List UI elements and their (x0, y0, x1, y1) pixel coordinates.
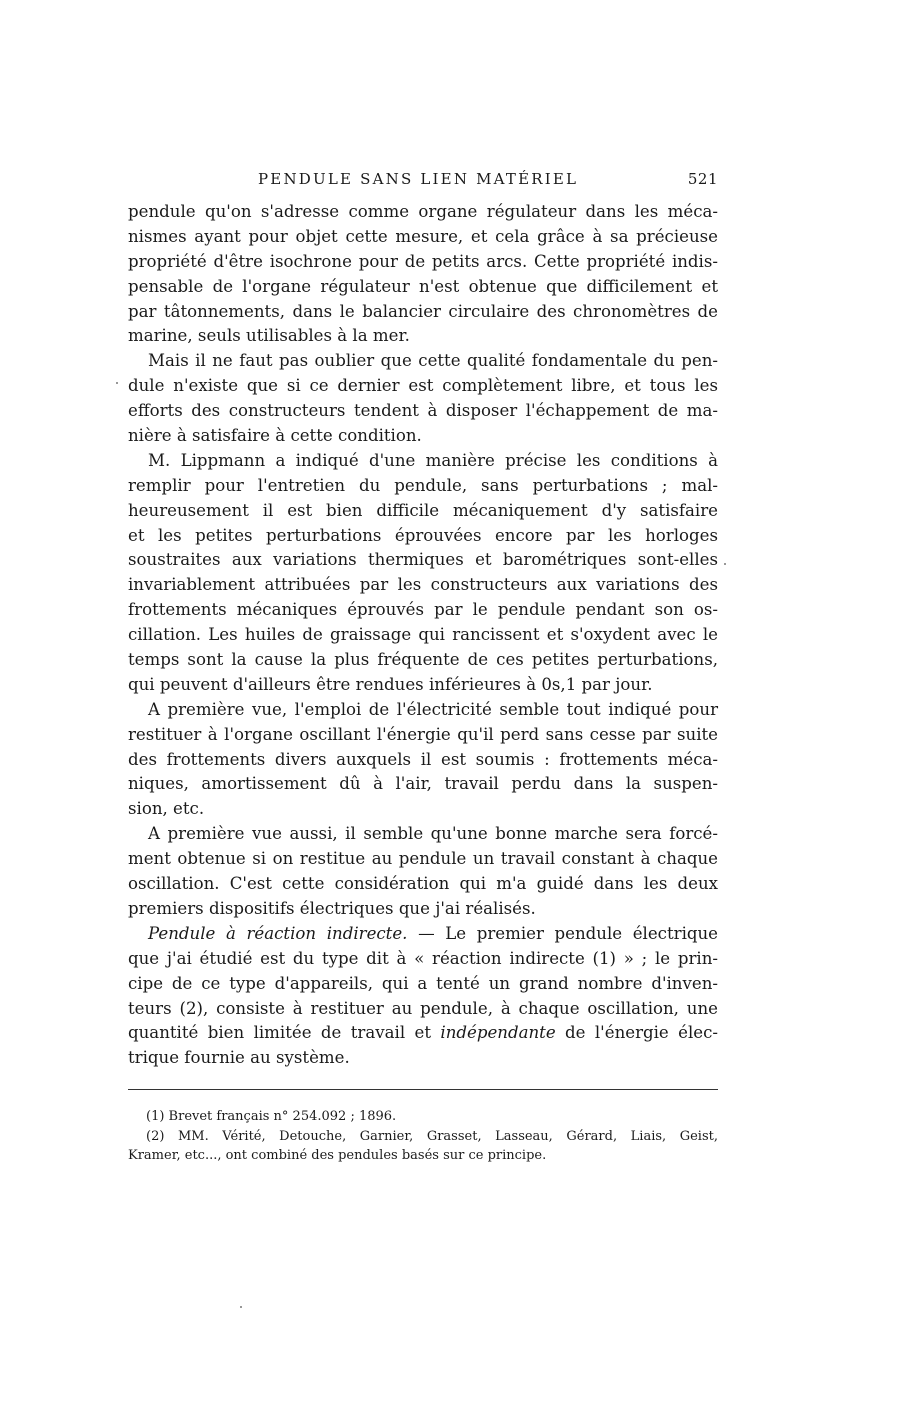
text-line: teurs (2), consiste à restituer au pendule, à chaque oscillation, une (128, 998, 718, 1018)
emphasis-independante: indépendante (440, 1023, 556, 1043)
text-line: invariablement attribuées par les constructeurs aux variations des (128, 575, 718, 595)
text-line: qui peuvent d'ailleurs être rendues inférieures à 0s,1 par jour. (128, 674, 653, 694)
section-lead-line (128, 922, 718, 947)
footnote-2: (2) MM. Vérité, Detouche, Garnier, Grasset, Lasseau, Gérard, Liais, Geist, (146, 1128, 718, 1144)
paragraph-2 (128, 349, 718, 449)
paragraph-3 (128, 449, 718, 698)
text-line: M. Lippmann a indiqué d'une manière précise les conditions à (148, 450, 718, 470)
text-line: Mais il ne faut pas oublier que cette qualité fondamentale du pen- (148, 351, 718, 371)
text-line: frottements mécaniques éprouvés par le pendule pendant son os- (128, 600, 718, 620)
text-line: soustraites aux variations thermiques et barométriques sont-elles (128, 550, 718, 570)
text-segment: de l'énergie élec- (555, 1023, 718, 1043)
text-line: cipe de ce type d'appareils, qui a tenté un grand nombre d'inven- (128, 973, 718, 993)
paragraph-1 (128, 200, 718, 349)
text-line: efforts des constructeurs tendent à disposer l'échappement de ma- (128, 401, 718, 421)
text-line: pensable de l'organe régulateur n'est obtenue que difficilement et (128, 276, 718, 296)
text-line: dule n'existe que si ce dernier est complètement libre, et tous les (128, 376, 718, 396)
text-line: pendule qu'on s'adresse comme organe régulateur dans les méca- (128, 202, 718, 221)
paragraph-4 (128, 698, 718, 822)
scan-speck (724, 563, 726, 565)
text-line: nismes ayant pour objet cette mesure, et cela grâce à sa précieuse (128, 226, 718, 246)
text-line: ment obtenue si on restitue au pendule un travail constant à chaque (128, 849, 718, 869)
page-number: 521 (687, 170, 718, 188)
text-line: oscillation. C'est cette considération qui m'a guidé dans les deux (128, 874, 718, 894)
text-line: et les petites perturbations éprouvées encore par les horloges (128, 525, 718, 545)
footnote-separator (128, 1089, 718, 1090)
text-line: restituer à l'organe oscillant l'énergie qu'il perd sans cesse par suite (128, 724, 718, 744)
text-line: par tâtonnements, dans le balancier circulaire des chronomètres de (128, 301, 718, 321)
text-segment: quantité bien limitée de travail et (128, 1023, 431, 1043)
text-line: trique fournie au système. (128, 1048, 350, 1068)
text-line: premiers dispositifs électriques que j'ai réalisés. (128, 898, 536, 918)
text-line: A première vue aussi, il semble qu'une bonne marche sera forcé- (148, 824, 718, 844)
section-heading-italic: Pendule à réaction indirecte. (148, 923, 408, 943)
paragraph-5 (128, 822, 718, 922)
scan-speck (240, 1306, 242, 1308)
text-line-mixed (128, 1021, 718, 1046)
text-line: sion, etc. (128, 799, 205, 819)
text-line: cillation. Les huiles de graissage qui rancissent et s'oxydent avec le (128, 625, 718, 645)
text-line: propriété d'être isochrone pour de petits arcs. Cette propriété indis- (128, 251, 718, 271)
footnotes (128, 1107, 718, 1166)
text-line: heureusement il est bien difficile mécaniquement d'y satisfaire (128, 500, 718, 520)
text-line: temps sont la cause la plus fréquente de ces petites perturbations, (128, 650, 718, 670)
text-line: marine, seuls utilisables à la mer. (128, 326, 410, 346)
paragraph-6 (128, 922, 718, 1071)
text-line: nière à satisfaire à cette condition. (128, 426, 422, 446)
running-title: PENDULE SANS LIEN MATÉRIEL (258, 170, 579, 188)
scan-speck (116, 382, 118, 384)
text-line: remplir pour l'entretien du pendule, sans perturbations ; mal- (128, 475, 718, 495)
footnote-1: (1) Brevet français n° 254.092 ; 1896. (146, 1109, 397, 1124)
section-lead-rest: — Le premier pendule électrique (407, 923, 719, 943)
text-line: A première vue, l'emploi de l'électricité semble tout indiqué pour (148, 699, 718, 719)
text-line: des frottements divers auxquels il est soumis : frottements méca- (128, 749, 718, 769)
text-line: niques, amortissement dû à l'air, travail perdu dans la suspen- (128, 774, 718, 794)
page-header (128, 170, 718, 192)
body-text (128, 200, 718, 1071)
footnote-2-continuation: Kramer, etc..., ont combiné des pendules basés sur ce principe. (128, 1148, 547, 1163)
text-line: que j'ai étudié est du type dit à « réaction indirecte (1) » ; le prin- (128, 948, 718, 968)
